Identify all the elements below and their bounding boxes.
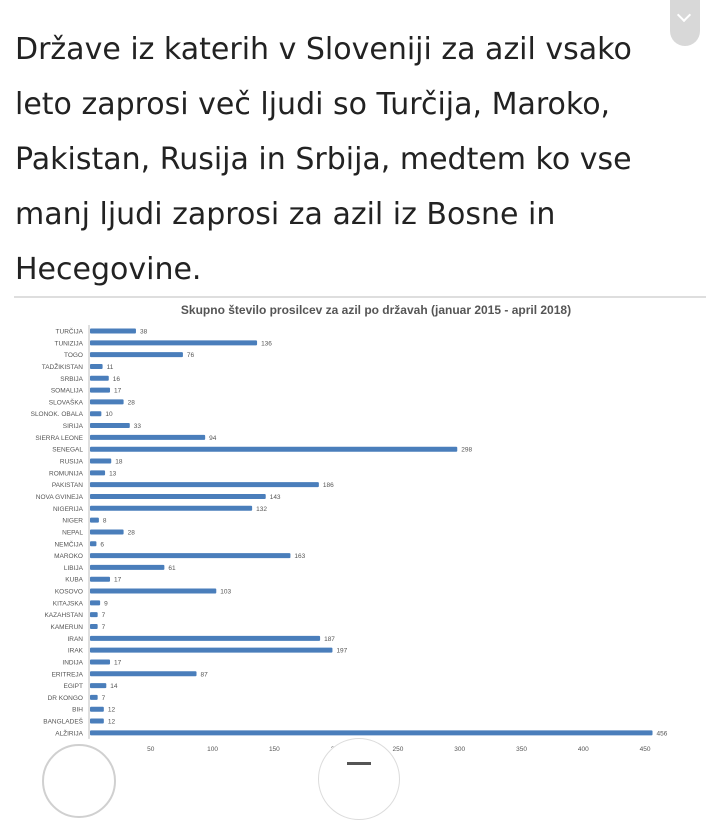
category-label: TOGO [63, 352, 83, 360]
category-label: KITAJSKA [52, 600, 83, 608]
bar [90, 435, 205, 440]
bar [90, 459, 111, 464]
bar [90, 719, 104, 724]
category-label: KAMERUN [50, 624, 83, 631]
data-label: 9 [104, 600, 108, 608]
bar [90, 506, 252, 511]
category-label: SLOVAŠKA [48, 399, 83, 407]
data-label: 136 [261, 340, 272, 348]
bar [90, 553, 290, 558]
data-label: 7 [101, 624, 106, 631]
data-label: 18 [115, 458, 123, 466]
bar [90, 340, 257, 345]
chart-canvas [14, 296, 706, 767]
data-label: 13 [109, 470, 117, 478]
category-label: ROMUNIJA [49, 470, 83, 478]
bar [90, 589, 216, 594]
data-label: 456 [656, 730, 668, 738]
bar [90, 612, 98, 617]
category-label: ERITREJA [51, 671, 83, 679]
category-label: MAROKO [54, 553, 83, 561]
data-label: 298 [461, 446, 473, 454]
bar [90, 565, 164, 570]
data-label: 163 [294, 553, 306, 561]
data-label: 7 [101, 694, 106, 702]
category-label: BIH [72, 706, 83, 714]
category-label: NOVA GVINEJA [35, 493, 83, 501]
chevron-down-icon [677, 8, 691, 22]
x-tick-label: 50 [147, 745, 155, 753]
data-label: 17 [114, 387, 122, 395]
bar [90, 352, 183, 357]
category-label: NEMČIJA [54, 541, 83, 549]
bar [90, 683, 106, 688]
category-label: KAZAHSTAN [44, 612, 83, 620]
data-label: 6 [100, 541, 105, 549]
category-label: BANGLADEŠ [43, 718, 83, 726]
data-label: 28 [127, 399, 135, 407]
category-label: DR KONGO [47, 694, 83, 702]
category-label: RUSIJA [59, 458, 83, 466]
bar [90, 388, 110, 393]
data-label: 94 [209, 434, 217, 442]
data-label: 12 [107, 718, 116, 726]
bar [90, 624, 98, 629]
minus-icon [347, 762, 371, 765]
data-label: 7 [101, 612, 106, 620]
bar [90, 518, 99, 523]
bar [90, 470, 105, 475]
category-label: ALŽIRIJA [55, 730, 83, 738]
data-label: 17 [114, 576, 122, 584]
data-label: 186 [322, 482, 334, 490]
bar [90, 695, 98, 700]
data-label: 8 [102, 517, 107, 525]
category-label: SOMALIJA [50, 387, 83, 395]
data-label: 61 [168, 564, 176, 572]
bar [90, 636, 320, 641]
x-tick-label: 400 [577, 745, 589, 753]
bar [90, 399, 124, 404]
bar [90, 648, 332, 653]
bar [90, 730, 653, 735]
category-label: IRAN [67, 635, 83, 643]
x-tick-label: 250 [392, 745, 404, 753]
category-label: KUBA [65, 576, 83, 584]
bar [90, 376, 109, 381]
category-label: KOSOVO [54, 588, 83, 596]
menu-button[interactable] [318, 738, 400, 820]
chart-title: Skupno število prosilcev za azil po državah (januar 2015 - april 2018) [180, 303, 572, 317]
floating-circle-button[interactable] [42, 744, 116, 818]
x-tick-label: 450 [639, 745, 651, 753]
data-label: 187 [324, 635, 335, 643]
x-tick-label: 350 [516, 745, 527, 753]
category-label: SIRIJA [62, 423, 83, 431]
scroll-down-button[interactable] [670, 0, 700, 46]
bar [90, 329, 136, 334]
x-tick-label: 100 [207, 745, 219, 753]
data-label: 17 [114, 659, 122, 667]
bar [90, 411, 101, 416]
category-label: LIBIJA [63, 564, 83, 572]
article-paragraph: Države iz katerih v Sloveniji za azil vsako leto zaprosi več ljudi so Turčija, Maroko, Pakistan, Rusija in Srbija, medtem ko vse manj ljudi zaprosi za azil iz Bosne in Hecegovine. [15, 32, 632, 287]
asylum-bar-chart [14, 296, 706, 767]
data-label: 103 [220, 588, 232, 596]
data-label: 11 [106, 363, 114, 371]
category-label: EGIPT [63, 683, 83, 691]
category-label: NIGERIJA [53, 505, 83, 513]
bar [90, 423, 130, 428]
category-label: NEPAL [62, 529, 83, 537]
category-label: PAKISTAN [51, 482, 83, 490]
data-label: 33 [133, 423, 142, 431]
data-label: 10 [105, 411, 113, 419]
bar [90, 447, 457, 452]
data-label: 76 [186, 352, 195, 360]
bar [90, 529, 124, 534]
category-label: NIGER [62, 517, 83, 525]
category-label: SENEGAL [52, 446, 83, 454]
data-label: 132 [256, 505, 267, 513]
bar [90, 659, 110, 664]
data-label: 197 [336, 647, 348, 655]
category-label: SRBIJA [60, 375, 83, 383]
x-tick-label: 300 [454, 745, 466, 753]
data-label: 28 [127, 529, 135, 537]
data-label: 87 [200, 671, 208, 679]
category-label: IRAK [67, 647, 83, 655]
data-label: 14 [110, 683, 118, 691]
bar [90, 671, 197, 676]
bar [90, 600, 100, 605]
category-label: TURČIJA [55, 328, 83, 336]
bar [90, 541, 96, 546]
data-label: 38 [139, 328, 148, 336]
bar [90, 494, 266, 499]
data-label: 12 [107, 706, 116, 714]
bar [90, 364, 103, 369]
bar [90, 707, 104, 712]
category-label: SLONOK. OBALA [30, 411, 83, 419]
category-label: SIERRA LEONE [35, 434, 83, 442]
bar [90, 482, 319, 487]
bar [90, 577, 110, 582]
data-label: 143 [269, 493, 281, 501]
x-tick-label: 150 [268, 745, 280, 753]
category-label: INDIJA [62, 659, 83, 667]
category-label: TADŽIKISTAN [41, 363, 83, 371]
data-label: 16 [112, 375, 121, 383]
bars-layer [31, 325, 668, 753]
category-label: TUNIZIJA [54, 340, 83, 348]
